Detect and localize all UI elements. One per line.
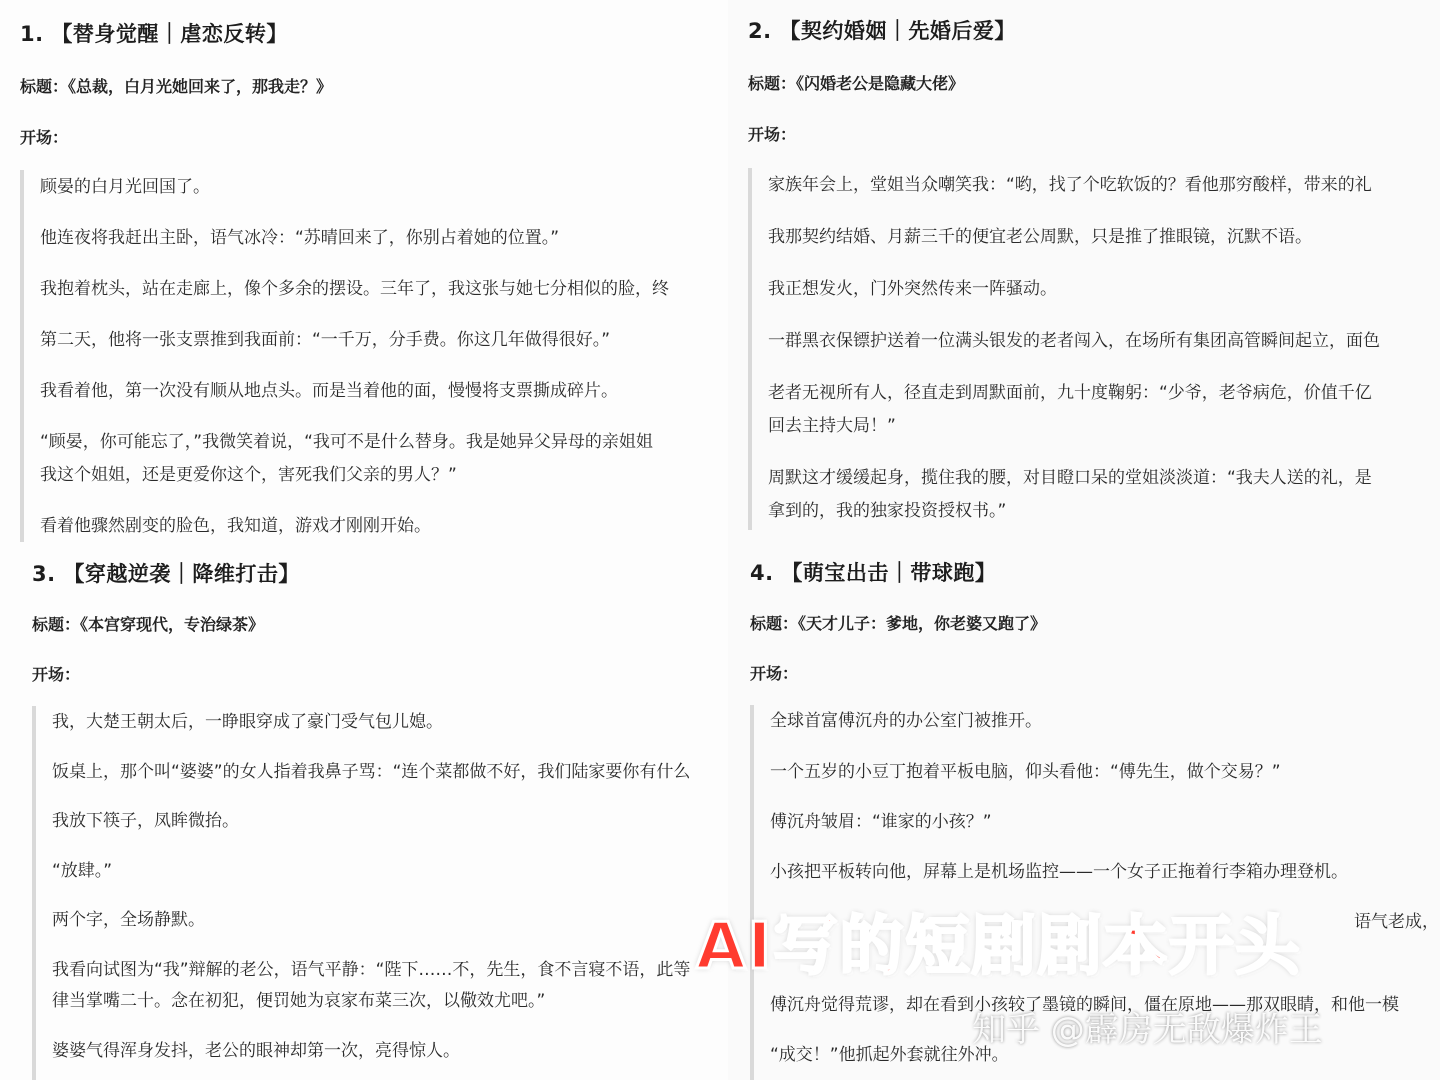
headline-row: 标题：《闪婚老公是隐藏大佬》 (748, 74, 965, 93)
section-title: 1. 【替身觉醒｜虐恋反转】 (20, 22, 288, 46)
paragraph: 我那契约结婚、月薪三千的便宜老公周默，只是推了推眼镜，沉默不语。 (768, 227, 1312, 247)
script-section-1 (0, 0, 728, 542)
paragraph: 我，大楚王朝太后，一睁眼穿成了豪门受气包儿媳。 (52, 712, 443, 732)
paragraph: 一群黑衣保镖护送着一位满头银发的老者闯入，在场所有集团高管瞬间起立，面色 (768, 331, 1380, 351)
paragraph: 回去主持大局！” (768, 416, 896, 436)
paragraph: “放肆。” (52, 861, 113, 881)
paragraph: 我正想发火，门外突然传来一阵骚动。 (768, 279, 1057, 299)
overlay-headline: AI写的短剧剧本开头 (696, 910, 1302, 984)
section-title: 3. 【穿越逆袭｜降维打击】 (32, 562, 300, 586)
opening-label: 开场： (32, 665, 81, 684)
paragraph: “顾晏，你可能忘了，”我微笑着说，“我可不是什么替身。我是她异父异母的亲姐姐 (40, 432, 653, 452)
paragraph: 全球首富傅沉舟的办公室门被推开。 (770, 711, 1042, 731)
paragraph: 律当掌嘴二十。念在初犯，便罚她为哀家布菜三次，以儆效尤吧。” (52, 991, 546, 1011)
section-title: 2. 【契约婚姻｜先婚后爱】 (748, 19, 1016, 43)
script-section-3 (0, 542, 728, 1080)
opening-quote-block (20, 170, 728, 542)
script-section-4 (728, 542, 1440, 1080)
paragraph: 我放下筷子，凤眸微抬。 (52, 811, 239, 831)
headline-row: 标题：《天才儿子：爹地，你老婆又跑了》 (750, 614, 1047, 633)
paragraph: 我这个姐姐，还是更爱你这个，害死我们父亲的男人？” (40, 465, 457, 485)
paragraph: 傅沉舟觉得荒谬，却在看到小孩较了墨镜的瞬间，僵在原地——那双眼睛，和他一模 (770, 995, 1399, 1015)
paragraph: 我抱着枕头，站在走廊上，像个多余的摆设。三年了，我这张与她七分相似的脸，终 (40, 279, 669, 299)
paragraph: 第二天，他将一张支票推到我面前：“一千万，分手费。你这几年做得很好。” (40, 330, 611, 350)
opening-label: 开场： (20, 128, 69, 147)
headline-row: 标题：《总裁，白月光她回来了，那我走？》 (20, 77, 333, 96)
paragraph: “成交！”他抓起外套就往外冲。 (770, 1045, 1009, 1065)
paragraph: 我看向试图为“我”辩解的老公，语气平静：“陛下……不，先生，食不言寝不语，此等 (52, 960, 691, 980)
paragraph: 顾晏的白月光回国了。 (40, 177, 210, 197)
watermark: 知乎 @霹房无敌爆炸王 (972, 1010, 1323, 1050)
paragraph: 拿到的，我的独家投资授权书。” (768, 501, 1007, 521)
paragraph: 他连夜将我赶出主卧，语气冰冷：“苏晴回来了，你别占着她的位置。” (40, 228, 560, 248)
paragraph: 我看着他，第一次没有顺从地点头。而是当着他的面，慢慢将支票撕成碎片。 (40, 381, 618, 401)
headline-row: 标题：《本宫穿现代，专治绿茶》 (32, 615, 265, 634)
paragraph: 家族年会上，堂姐当众嘲笑我：“哟，找了个吃软饭的？看他那穷酸样，带来的礼 (768, 175, 1372, 195)
section-title: 4. 【萌宝出击｜带球跑】 (750, 561, 997, 585)
paragraph: 一个五岁的小豆丁抱着平板电脑，仰头看他：“傅先生，做个交易？” (770, 762, 1281, 782)
script-section-2 (728, 0, 1440, 542)
paragraph: 傅沉舟皱眉：“谁家的小孩？” (770, 812, 992, 832)
paragraph: 语气老成， (1354, 912, 1439, 932)
opening-label: 开场： (750, 664, 799, 683)
paragraph: 小孩把平板转向他，屏幕上是机场监控——一个女子正拖着行李箱办理登机。 (770, 862, 1348, 882)
paragraph: 婆婆气得浑身发抖，老公的眼神却第一次，亮得惊人。 (52, 1041, 460, 1061)
paragraph: 看着他骤然剧变的脸色，我知道，游戏才刚刚开始。 (40, 516, 431, 536)
opening-quote-block (748, 168, 1440, 530)
opening-quote-block (32, 706, 728, 1080)
paragraph: 老者无视所有人，径直走到周默面前，九十度鞠躬：“少爷，老爷病危，价值千亿 (768, 383, 1372, 403)
opening-label: 开场： (748, 125, 797, 144)
paragraph: 饭桌上，那个叫“婆婆”的女人指着我鼻子骂：“连个菜都做不好，我们陆家要你有什么 (52, 762, 691, 782)
paragraph: 周默这才缓缓起身，揽住我的腰，对目瞪口呆的堂姐淡淡道：“我夫人送的礼，是 (768, 468, 1372, 488)
paragraph: 两个字，全场静默。 (52, 910, 205, 930)
